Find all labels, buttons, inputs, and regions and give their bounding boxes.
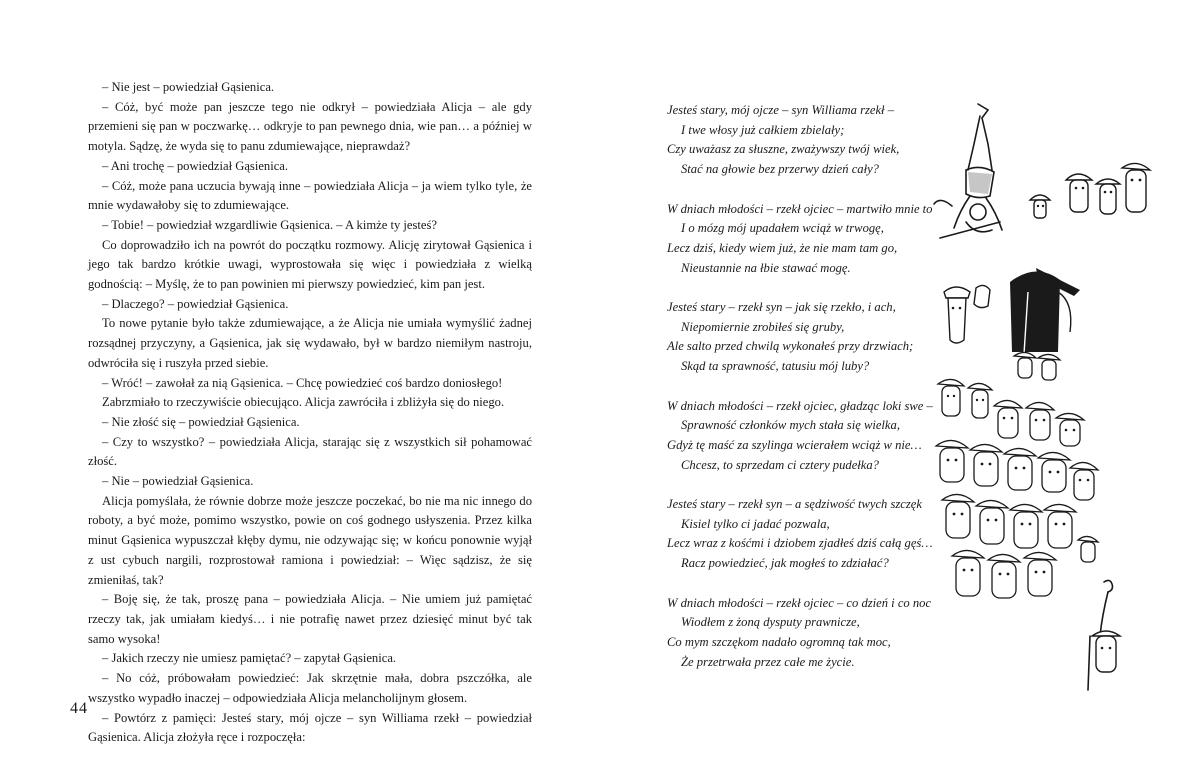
poem-line: Lecz dziś, kiedy wiem już, że nie mam tam go, [667, 240, 898, 255]
poem-line: Czy uważasz za słuszne, zważywszy twój wiek, [667, 142, 900, 157]
paragraph: – Jakich rzeczy nie umiesz pamiętać? – zapytał Gąsienica. [102, 651, 397, 666]
poem-line: W dniach młodości – rzekł ojciec – martwiło mnie to [667, 201, 933, 216]
paragraph: Alicja pomyślała, że równie dobrze może jeszcze poczekać, bo nie ma nic innego do roboty, a być może, pomimo wszystko, powie on coś godnego usłyszenia. Przez kilka minut Gąsienica wypuszczał kłęby dymu, nie odzywając się; w końcu ponownie wyjął z ust cybuch nargili, rozprostował ramiona i powiedział: – Więc sądzisz, że się zmieniłaś, tak? [88, 493, 532, 587]
poem-line: Jesteś stary – rzekł syn – a sędziwość twych szczęk [667, 497, 922, 511]
poem-line: I twe włosy już całkiem zbielały; [681, 122, 845, 137]
page-number: 44 [70, 700, 88, 717]
mushroom-crowd-illustration [932, 350, 1102, 605]
paragraph: – Cóż, być może pan jeszcze tego nie odkrył – powiedziała Alicja – ale gdy przemieni się pan w poczwarkę… odkryje to pan pewnego dnia, wie pan… a później w motyla. Sądzę, że wyda się to panu zdumiewające, nieprawdaż? [88, 99, 532, 154]
paragraph: To nowe pytanie było także zdumiewające, a że Alicja nie umiała wymyślić żadnej rozsądnej przyczyny, a Gąsienica, jak się wydawało, był w bardzo niemiłym nastroju, odwróciła się i ruszyła przed siebie. [88, 316, 532, 370]
poem-line: Nieustannie na łbie stawać mogę. [681, 260, 851, 275]
poem-line: Jesteś stary, mój ojcze – syn Williama rzekł – [667, 103, 895, 117]
paragraph: – Dlaczego? – powiedział Gąsienica. [102, 296, 289, 311]
poem-stanza [667, 594, 937, 673]
poem-line: Jesteś stary – rzekł syn – jak się rzekło, i ach, [667, 300, 896, 314]
left-page-text [88, 78, 532, 748]
poem-line: Lecz wraz z kośćmi i dziobem zjadłeś dziś całą gęś… [667, 536, 933, 551]
poem-stanza [667, 101, 937, 180]
poem-line: Racz powiedzieć, jak mogłeś to zdziałać? [681, 556, 889, 571]
hooded-figure-illustration [940, 262, 1105, 357]
poem-stanza [667, 495, 937, 574]
poem-line: W dniach młodości – rzekł ojciec – co dzień i co noc [667, 595, 932, 610]
poem-line: Że przetrwała przez całe me życie. [681, 654, 855, 669]
poem-line: Skąd ta sprawność, tatusiu mój luby? [681, 359, 870, 374]
poem-line: Sprawność członków mych stała się wielka, [681, 418, 900, 433]
paragraph: – Czy to wszystko? – powiedziała Alicja, starając się z wszystkich sił pohamować złość. [88, 434, 532, 469]
paragraph: – Powtórz z pamięci: Jesteś stary, mój ojcze – syn Williama rzekł – powiedział Gąsienica. Alicja złożyła ręce i rozpoczęła: [88, 710, 532, 745]
paragraph: – Wróć! – zawołał za nią Gąsienica. – Chcę powiedzieć coś bardzo doniosłego! [102, 375, 503, 390]
paragraph: Zabrzmiało to rzeczywiście obiecująco. Alicja zawróciła i zbliżyła się do niego. [102, 395, 505, 410]
mushroom-figures-illustration [1026, 160, 1156, 230]
paragraph: – Nie jest – powiedział Gąsienica. [102, 80, 275, 94]
paragraph: – Tobie! – powiedział wzgardliwie Gąsienica. – A kimże ty jesteś? [102, 217, 437, 232]
poem-line: Gdyż tę maść za szylinga wcierałem wciąż w nie… [667, 437, 922, 452]
paragraph: – No cóż, próbowałam powiedzieć: Jak skrzętnie mała, dobra pszczółka, ale wszystko wypadło inaczej – odpowiedziała Alicja melancholijnym głosem. [88, 671, 532, 705]
paragraph: – Ani trochę – powiedział Gąsienica. [102, 158, 289, 173]
poem-line: W dniach młodości – rzekł ojciec, gładząc loki swe – [667, 398, 933, 413]
paragraph: Co doprowadziło ich na powrót do początku rozmowy. Alicję zirytował Gąsienica i jego tak bardzo krótkie uwagi, wyprostowała się więc i powiedziała z wielką godnością: – Myślę, że to pan powinien mi pierwszy powiedzieć, kim pan jest. [88, 237, 532, 292]
upside-down-father-illustration [930, 100, 1010, 245]
poem-stanza [667, 397, 937, 476]
paragraph: – Nie – powiedział Gąsienica. [102, 474, 254, 489]
poem-stanza [667, 200, 937, 279]
poem-line: Co mym szczękom nadało ogromną tak moc, [667, 634, 891, 649]
poem-stanza [667, 298, 937, 377]
poem-line: Wiodłem z żoną dysputy prawnicze, [681, 615, 860, 630]
poem-line: I o mózg mój upadałem wciąż w trwogę, [681, 221, 884, 236]
paragraph: – Cóż, może pana uczucia bywają inne – powiedziała Alicja – ja wiem tylko tyle, że mnie wydawałoby się to zdumiewające. [88, 178, 532, 213]
poem-line: Niepomiernie zrobiłeś się gruby, [681, 319, 845, 334]
paragraph: – Boję się, że tak, proszę pana – powiedziała Alicja. – Nie umiem już pamiętać rzeczy tak, jak umiałam kiedyś… i nie potrafię nawet przez dziesięć minut być tak samo wysoka! [88, 592, 532, 646]
poem-line: Kisiel tylko ci jadać pozwala, [681, 516, 830, 531]
poem [667, 101, 937, 692]
paragraph: – Nie złość się – powiedział Gąsienica. [102, 414, 300, 429]
poem-line: Chcesz, to sprzedam ci cztery pudełka? [681, 457, 879, 472]
poem-line: Ale salto przed chwilą wykonałeś przy drzwiach; [667, 339, 914, 354]
poem-line: Stać na głowie bez przerwy dzień cały? [681, 162, 879, 177]
small-mushroom-tall-hat-illustration [1078, 576, 1128, 694]
